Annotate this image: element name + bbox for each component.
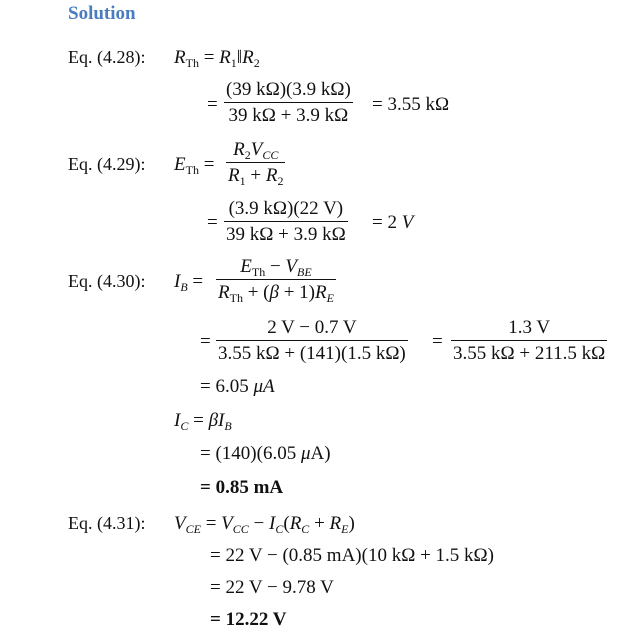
eq-4-30-equals: = — [200, 331, 211, 352]
eq-4-30-denominator: $R_{Th} + (\beta + 1)R_E$ — [218, 282, 334, 305]
eq-4-29-denominator: $R_1 + R_2$ — [228, 165, 284, 188]
eq-4-28-numerator: (39 kΩ)(3.9 kΩ) — [226, 79, 351, 100]
eq-4-30-equals-2: = — [432, 331, 443, 352]
eq-4-29-numerator-2: (3.9 kΩ)(22 V) — [228, 198, 344, 219]
ic-substitution: = (140)(6.05 μA) — [200, 443, 331, 464]
eq-4-29-result: = 2 V — [372, 212, 414, 233]
ic-result: = 0.85 mA — [200, 477, 284, 498]
eq-4-29-lhs: $E_{Th}$ = — [174, 154, 215, 177]
eq-4-31-lhs: $V_{CE} = V_{CC} - I_C(R_C + R_E)$ — [174, 513, 355, 536]
eq-4-28-result: = 3.55 kΩ — [372, 94, 450, 115]
eq-4-31-label: Eq. (4.31): — [68, 513, 146, 533]
eq-4-28-lhs: $R_{Th}$ = $R_1‖R_2$ — [174, 47, 260, 70]
eq-4-30-fraction-3 — [451, 318, 607, 363]
eq-4-28-equals: = — [207, 94, 218, 115]
vce-step-2: = 22 V − 9.78 V — [210, 577, 334, 598]
eq-4-30-numerator-2: 2 V − 0.7 V — [267, 317, 357, 338]
eq-4-30-numerator-3: 1.3 V — [508, 317, 551, 338]
eq-4-30-fraction-2 — [216, 318, 408, 363]
eq-4-30-numerator: $E_{Th} - V_{BE}$ — [240, 256, 312, 279]
eq-4-29-label: Eq. (4.29): — [68, 154, 146, 174]
eq-4-28-fraction — [224, 80, 353, 125]
eq-4-28-label: Eq. (4.28): — [68, 47, 146, 67]
eq-4-29-fraction — [226, 139, 285, 188]
eq-4-30-label: Eq. (4.30): — [68, 271, 146, 291]
eq-4-29-fraction-2 — [224, 199, 348, 244]
eq-4-29-numerator: $R_2V_{CC}$ — [233, 139, 279, 162]
eq-4-30-fraction — [216, 256, 336, 305]
eq-4-30-lhs: $I_B$ = — [174, 271, 204, 294]
eq-4-29-equals: = — [207, 212, 218, 233]
vce-result: = 12.22 V — [210, 609, 287, 630]
eq-4-30-denominator-3: 3.55 kΩ + 211.5 kΩ — [453, 343, 606, 364]
vce-step-1: = 22 V − (0.85 mA)(10 kΩ + 1.5 kΩ) — [210, 545, 494, 566]
eq-4-30-denominator-2: 3.55 kΩ + (141)(1.5 kΩ) — [218, 343, 406, 364]
eq-4-29-denominator-2: 39 kΩ + 3.9 kΩ — [226, 224, 346, 245]
solution-heading: Solution — [68, 3, 136, 24]
eq-4-28-denominator: 39 kΩ + 3.9 kΩ — [228, 105, 349, 126]
ib-result: = 6.05 μA — [200, 376, 275, 397]
ic-definition: $I_C = \beta I_B$ — [174, 410, 232, 433]
